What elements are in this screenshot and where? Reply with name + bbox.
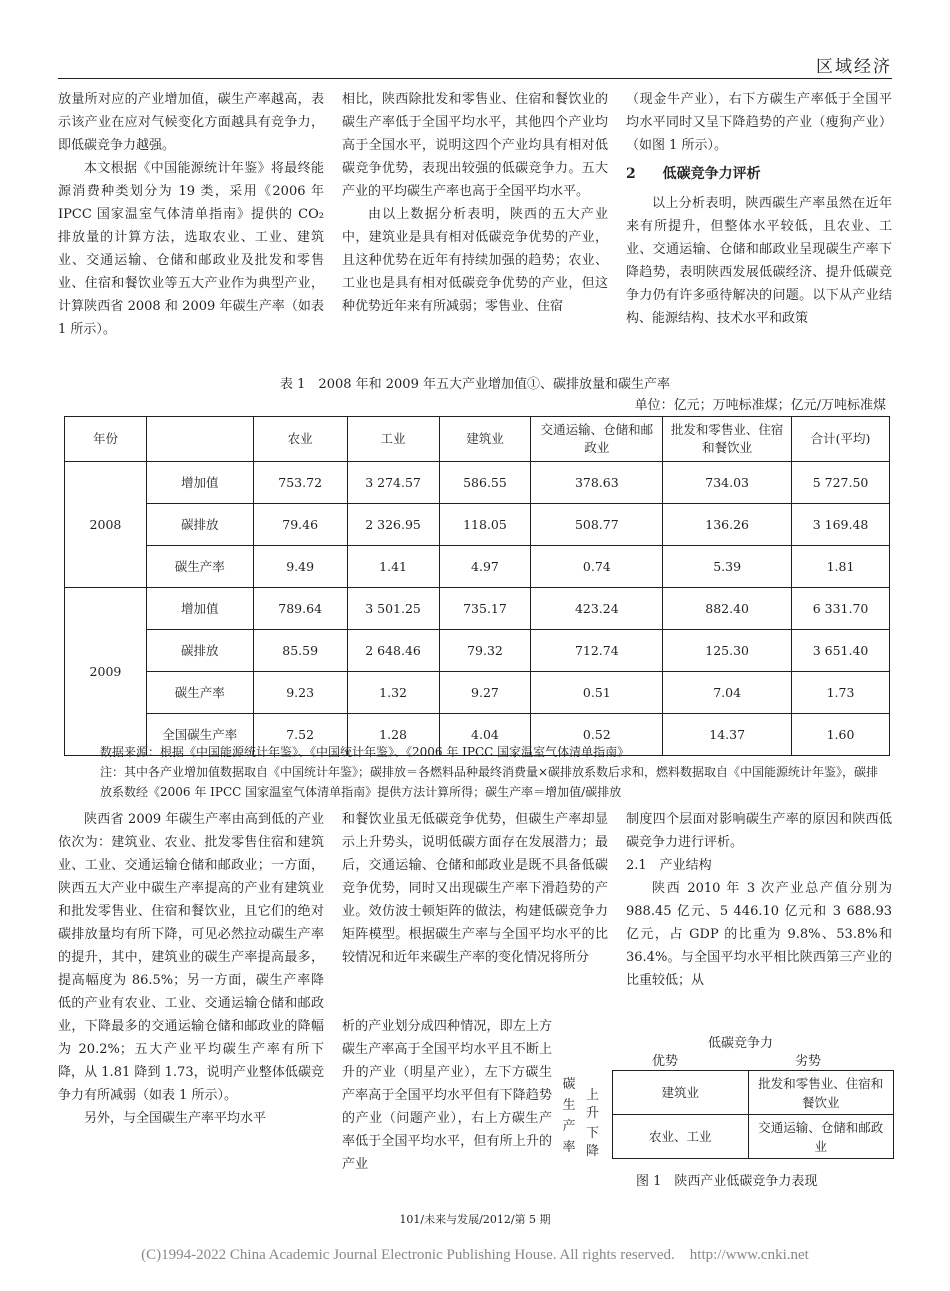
row-label: 增加值 [146, 588, 253, 630]
table-cell: 1.32 [347, 672, 439, 714]
header-cell: 年份 [65, 417, 147, 462]
table-row [65, 588, 890, 630]
header-cell: 批发和零售业、住宿和餐饮业 [663, 417, 792, 462]
year-cell: 2008 [65, 462, 147, 588]
column-2-bottom-narrow [342, 1015, 552, 1176]
table-cell: 136.26 [663, 504, 792, 546]
table-caption: 表 1 2008 年和 2009 年五大产业增加值①、碳排放量和碳生产率 [280, 377, 670, 392]
journal-section-header: 区域经济 [816, 57, 892, 77]
column-1-bottom [58, 808, 324, 1130]
table-cell: 2 326.95 [347, 504, 439, 546]
header-cell: 合计(平均) [792, 417, 890, 462]
data-table [64, 416, 890, 756]
table-cell: 378.63 [531, 462, 663, 504]
header-cell: 交通运输、仓储和邮政业 [531, 417, 663, 462]
year-cell: 2009 [65, 588, 147, 756]
table-cell: 1.81 [792, 546, 890, 588]
subsection-heading: 2.1 产业结构 [626, 858, 712, 873]
figure-col-advantage: 优势 [652, 1054, 679, 1069]
matrix-cell-star: 建筑业 [613, 1071, 749, 1115]
row-label: 碳生产率 [146, 672, 253, 714]
page-footer: 101/未来与发展/2012/第 5 期 [399, 1213, 551, 1226]
column-1-top [58, 88, 324, 341]
table-cell: 118.05 [439, 504, 531, 546]
table-cell: 0.74 [531, 546, 663, 588]
table-cell: 1.60 [792, 714, 890, 756]
table-unit: 单位：亿元；万吨标准煤；亿元/万吨标准煤 [634, 398, 886, 413]
table-cell: 3 274.57 [347, 462, 439, 504]
table-note: 注：其中各产业增加值数据取自《中国统计年鉴》；碳排放＝各燃料品种最终消费量×碳排放系数后求和，燃料数据取自《中国能源统计年鉴》，碳排放系数经《2006 年 IPCC 国家温室气体清单指南》提供方法计算所得；碳生产率＝增加值/碳排放 [100, 765, 879, 799]
table-row [65, 462, 890, 504]
table-cell: 1.41 [347, 546, 439, 588]
figure-col-disadvantage: 劣势 [795, 1054, 822, 1069]
table-cell: 882.40 [663, 588, 792, 630]
paragraph: 本文根据《中国能源统计年鉴》将最终能源消费种类划分为 19 类，采用《2006 年 IPCC 国家温室气体清单指南》提供的 CO₂ 排放量的计算方法，选取农业、工业、建筑业、交通运输、仓储和邮政业及批发和零售业、住宿和餐饮业等五大产业作为典型产业，计算陕西省 2008 和 2009 年碳生产率（如表 1 所示）。 [58, 161, 324, 337]
table-cell: 3 501.25 [347, 588, 439, 630]
row-label: 全国碳生产率 [146, 714, 253, 756]
column-2-top [342, 88, 608, 318]
table-cell: 5.39 [663, 546, 792, 588]
header-cell: 工业 [347, 417, 439, 462]
section-title: 低碳竞争力评析 [662, 166, 761, 182]
column-3-bottom [626, 808, 892, 992]
paragraph: （现金牛产业），右下方碳生产率低于全国平均水平同时又呈下降趋势的产业（瘦狗产业）（如图 1 所示）。 [626, 92, 892, 153]
table-cell: 7.04 [663, 672, 792, 714]
table-row [65, 672, 890, 714]
table-cell: 6 331.70 [792, 588, 890, 630]
row-label: 碳排放 [146, 630, 253, 672]
paragraph: 制度四个层面对影响碳生产率的原因和陕西低碳竞争力进行评析。 [626, 812, 892, 850]
table-cell: 586.55 [439, 462, 531, 504]
table-row [65, 546, 890, 588]
paragraph: 另外，与全国碳生产率平均水平 [84, 1111, 267, 1126]
table-notes [100, 742, 890, 802]
table-cell: 734.03 [663, 462, 792, 504]
table-cell: 7.52 [253, 714, 347, 756]
section-number: 2 [626, 166, 636, 182]
row-label: 碳排放 [146, 504, 253, 546]
table-cell: 5 727.50 [792, 462, 890, 504]
matrix-cell-question: 农业、工业 [613, 1115, 749, 1159]
table-cell: 9.27 [439, 672, 531, 714]
figure-row-up: 上升 [586, 1088, 600, 1121]
figure-caption: 图 1 陕西产业低碳竞争力表现 [636, 1174, 818, 1189]
table-cell: 4.04 [439, 714, 531, 756]
table-cell: 735.17 [439, 588, 531, 630]
header-cell: 农业 [253, 417, 347, 462]
matrix-cell-dog: 交通运输、仓储和邮政业 [748, 1115, 893, 1159]
matrix-cell-cashcow: 批发和零售业、住宿和餐饮业 [748, 1071, 893, 1115]
paragraph: 析的产业划分成四种情况，即左上方碳生产率高于全国平均水平且不断上升的产业（明星产业），左下方碳生产率高于全国平均水平但有下降趋势的产业（问题产业），右上方碳生产率低于全国平均水平，但有所上升的产业 [342, 1019, 552, 1172]
header-rule [58, 78, 892, 79]
paragraph: 以上分析表明，陕西碳生产率虽然在近年来有所提升，但整体水平较低，且农业、工业、交通运输、仓储和邮政业呈现碳生产率下降趋势，表明陕西发展低碳经济、提升低碳竞争力仍有许多亟待解决的问题。以下从产业结构、能源结构、技术水平和政策 [626, 196, 892, 326]
column-3-top [626, 88, 892, 330]
column-2-bottom [342, 808, 608, 969]
paragraph: 放量所对应的产业增加值，碳生产率越高，表示该产业在应对气候变化方面越具有竞争力，即低碳竞争力越强。 [58, 92, 324, 153]
figure-row-down: 下降 [586, 1126, 600, 1159]
figure-matrix [612, 1070, 894, 1159]
table-cell: 85.59 [253, 630, 347, 672]
table-cell: 9.23 [253, 672, 347, 714]
paragraph: 由以上数据分析表明，陕西的五大产业中，建筑业是具有相对低碳竞争优势的产业，且这种优势在近年有持续加强的趋势；农业、工业也是具有相对低碳竞争优势的产业，但这种优势近年来有所减弱；零售业、住宿 [342, 207, 608, 314]
header-cell [146, 417, 253, 462]
table-cell: 508.77 [531, 504, 663, 546]
figure-row-axis: 碳生产率 [562, 1077, 576, 1155]
figure-axis-title: 低碳竞争力 [708, 1036, 774, 1051]
table-cell: 3 651.40 [792, 630, 890, 672]
table-header-row [65, 417, 890, 462]
copyright-notice: (C)1994-2022 China Academic Journal Electronic Publishing House. All rights reserved. http://www.cnki.net [141, 1247, 809, 1263]
table-cell: 789.64 [253, 588, 347, 630]
table-cell: 1.73 [792, 672, 890, 714]
section-heading [626, 163, 892, 186]
table-cell: 0.52 [531, 714, 663, 756]
row-label: 碳生产率 [146, 546, 253, 588]
row-label: 增加值 [146, 462, 253, 504]
table-row [65, 630, 890, 672]
table-cell: 79.46 [253, 504, 347, 546]
table-cell: 79.32 [439, 630, 531, 672]
header-cell: 建筑业 [439, 417, 531, 462]
table-cell: 753.72 [253, 462, 347, 504]
paragraph: 陕西 2010 年 3 次产业总产值分别为 988.45 亿元、5 446.10 亿元和 3 688.93 亿元，占 GDP 的比重为 9.8%、53.8%和 36.4%。与全国平均水平相比陕西第三产业的比重较低；从 [626, 881, 892, 988]
table-cell: 712.74 [531, 630, 663, 672]
paragraph: 陕西省 2009 年碳生产率由高到低的产业依次为：建筑业、农业、批发零售住宿和建筑业、工业、交通运输仓储和邮政业；一方面，陕西五大产业中碳生产率提高的产业有建筑业和批发零售业、住宿和餐饮业，且它们的绝对碳排放量均有所下降，可见必然拉动碳生产率的提升，其中，建筑业的碳生产率提高最多，提高幅度为 86.5%；另一方面，碳生产率降低的产业有农业、工业、交通运输仓储和邮政业，下降最多的交通运输仓储和邮政业的降幅为 20.2%；五大产业平均碳生产率有所下降，从 1.81 降到 1.73，说明产业整体低碳竞争力有所减弱（如表 1 所示）。 [58, 812, 324, 1103]
table-cell: 9.49 [253, 546, 347, 588]
table-cell: 423.24 [531, 588, 663, 630]
table-cell: 4.97 [439, 546, 531, 588]
table-cell: 2 648.46 [347, 630, 439, 672]
table-row [65, 504, 890, 546]
table-cell: 0.51 [531, 672, 663, 714]
table-cell: 1.28 [347, 714, 439, 756]
table-cell: 14.37 [663, 714, 792, 756]
table-cell: 125.30 [663, 630, 792, 672]
table-source: 数据来源：根据《中国能源统计年鉴》、《中国统计年鉴》、《2006 年 IPCC 国家温室气体清单指南》 [100, 745, 630, 759]
paragraph: 和餐饮业虽无低碳竞争优势，但碳生产率却显示上升势头，说明低碳方面存在发展潜力；最后，交通运输、仓储和邮政业是既不具备低碳竞争优势，同时又出现碳生产率下滑趋势的产业。效仿波士顿矩阵的做法，构建低碳竞争力矩阵模型。根据碳生产率与全国平均水平的比较情况和近年来碳生产率的变化情况将所分 [342, 812, 608, 965]
table-cell: 3 169.48 [792, 504, 890, 546]
paragraph: 相比，陕西除批发和零售业、住宿和餐饮业的碳生产率低于全国平均水平，其他四个产业均高于全国水平，说明这四个产业均具有相对低碳竞争优势，表现出较强的低碳竞争力。五大产业的平均碳生产率也高于全国平均水平。 [342, 92, 608, 199]
